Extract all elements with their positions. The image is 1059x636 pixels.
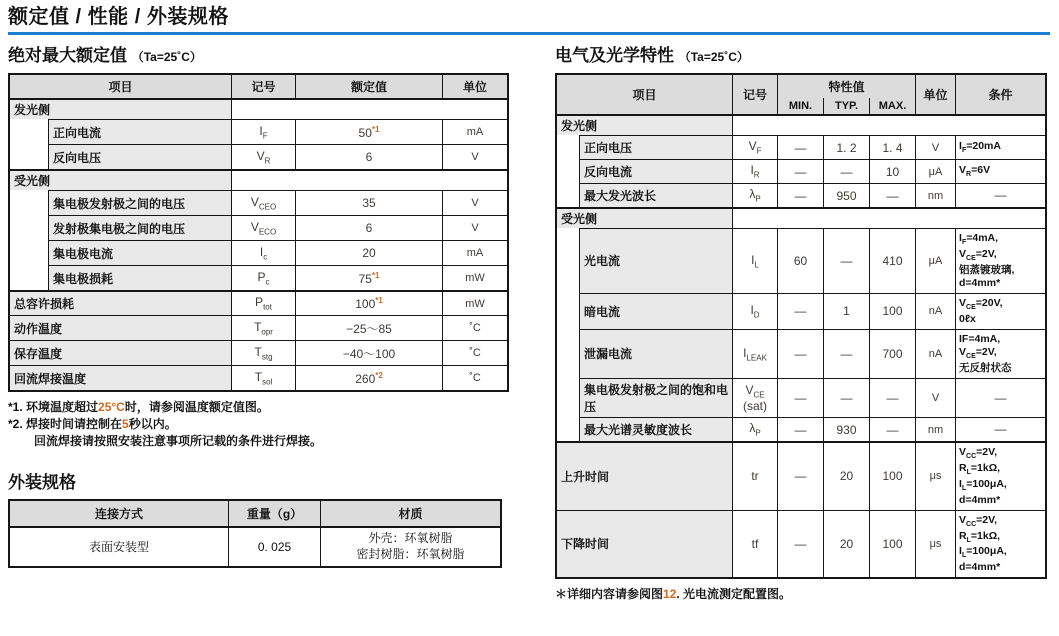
cell-symbol: $\lambda_P$ [732, 183, 777, 207]
table-row [10, 240, 507, 265]
table-row [10, 265, 507, 290]
table-row [10, 98, 507, 119]
cell-value: 20 [823, 510, 869, 578]
table-row [10, 119, 507, 144]
cell-mounting: 表面安装型 [10, 526, 228, 565]
cell-indent [10, 190, 48, 215]
col-header-mounting: 连接方式 [10, 501, 228, 526]
cell-value: 700 [869, 329, 915, 378]
cell-unit: V [915, 378, 955, 417]
cell-value: 1 [823, 293, 869, 329]
cell-label: 暗电流 [579, 293, 732, 329]
elec-table-body [557, 114, 1045, 577]
cell-condition [955, 228, 1045, 293]
table-row [10, 365, 507, 390]
cell-label: 集电极发射极之间的饱和电压 [579, 378, 732, 417]
cell-label: 最大发光波长 [579, 183, 732, 207]
table-row [10, 290, 507, 315]
cell-label: 泄漏电流 [579, 329, 732, 378]
cell-label: 光电流 [579, 228, 732, 293]
table-row [557, 510, 1045, 578]
condition-line: d=4mm* [959, 276, 1001, 289]
left-column [8, 46, 505, 602]
cell-indent [557, 183, 579, 207]
col-header-material: 材质 [320, 501, 500, 526]
cell-label: 下降时间 [557, 510, 732, 578]
cell-rating: 75$^{*1}$ [295, 265, 442, 290]
cell-rating: 260$^{*2}$ [295, 365, 442, 390]
condition-line: $R_L=1k\Omega$, [959, 529, 1001, 544]
table-header-row [10, 75, 507, 98]
cell-label: 最大光谱灵敏度波长 [579, 417, 732, 441]
cell-rating: 6 [295, 215, 442, 240]
cell-value: 60 [777, 228, 823, 293]
table-row [557, 417, 1045, 441]
cell-indent [557, 135, 579, 159]
cell-value: — [777, 293, 823, 329]
cell-value: 100 [869, 441, 915, 510]
cell-indent [10, 144, 48, 169]
cell-unit: V [442, 190, 507, 215]
condition-line: IF=4mA, [959, 332, 1001, 345]
condition-line: 无反射状态 [959, 361, 1012, 374]
cell-indent [557, 293, 579, 329]
col-header-max: MAX. [869, 98, 915, 114]
condition-line: d=4mm* [959, 493, 1001, 506]
cell-label: 发射极集电极之间的电压 [48, 215, 231, 240]
cell-symbol: $I_c$ [231, 240, 295, 265]
cell-rating: 50$^{*1}$ [295, 119, 442, 144]
cell-symbol: $P_{tot}$ [231, 290, 295, 315]
cell-value: — [777, 510, 823, 578]
condition-line: $V_{CC}=2V$, [959, 513, 998, 528]
cell-value: — [823, 329, 869, 378]
col-header-weight: 重量（g） [228, 501, 320, 526]
cell-label: 回流焊接温度 [10, 365, 231, 390]
table-row [10, 144, 507, 169]
title-accent-rule [8, 32, 1050, 35]
cell-value: — [823, 228, 869, 293]
cell-label: 保存温度 [10, 340, 231, 365]
col-header-char-value: 特性值 [777, 75, 915, 98]
table-row [557, 329, 1045, 378]
cell-unit: nm [915, 417, 955, 441]
footnote-line: 回流焊接请按照安装注意事项所记载的条件进行焊接。 [34, 433, 323, 448]
abs-max-heading-text: 绝对最大额定值 [8, 46, 127, 65]
cell-symbol: $T_{stg}$ [231, 340, 295, 365]
col-header-unit: 单位 [442, 75, 507, 98]
cell-unit: ˚C [442, 315, 507, 340]
cell-value: — [777, 329, 823, 378]
footnote-line: *1. 环境温度超过25°C时，请参阅温度额定值图。 [8, 400, 269, 414]
cell-symbol: $V_F$ [732, 135, 777, 159]
cell-group-blank [732, 114, 1045, 135]
cell-unit: nA [915, 329, 955, 378]
cell-symbol: $P_c$ [231, 265, 295, 290]
cell-condition [955, 159, 1045, 183]
condition-line: $R_L=1k\Omega$, [959, 461, 1001, 476]
cell-value: 410 [869, 228, 915, 293]
absolute-maximum-ratings-table [8, 73, 509, 392]
condition-line: $V_{CC}=2V$, [959, 446, 998, 461]
cell-symbol: $I_D$ [732, 293, 777, 329]
cell-value: — [869, 378, 915, 417]
table-row [10, 340, 507, 365]
cell-symbol: $V_{CEO}$ [231, 190, 295, 215]
table-row [557, 293, 1045, 329]
table-row [557, 378, 1045, 417]
cell-symbol: $T_{opr}$ [231, 315, 295, 340]
cell-symbol: tr [732, 441, 777, 510]
table-header-row [557, 75, 1045, 98]
elec-table-header [557, 75, 1045, 114]
cell-condition: — [955, 378, 1045, 417]
cell-unit: nA [915, 293, 955, 329]
electro-optical-characteristics-table [555, 73, 1047, 579]
col-header-symbol: 记号 [231, 75, 295, 98]
cell-indent [10, 240, 48, 265]
cell-label: 集电极发射极之间的电压 [48, 190, 231, 215]
cell-label: 正向电压 [579, 135, 732, 159]
cell-unit: V [915, 135, 955, 159]
cell-group-blank [231, 98, 507, 119]
col-header-condition: 条件 [955, 75, 1045, 114]
cell-indent [557, 329, 579, 378]
cell-unit: nm [915, 183, 955, 207]
cell-indent [10, 265, 48, 290]
cell-symbol: $I_F$ [231, 119, 295, 144]
two-column-layout [8, 46, 1050, 602]
spec-table-header [10, 501, 500, 526]
cell-condition [955, 135, 1045, 159]
abs-table-header [10, 75, 507, 98]
condition-line: 铝蒸镀玻璃, [959, 263, 1015, 276]
condition-line: $V_{CE}=2V$, [959, 247, 997, 262]
cell-value: 930 [823, 417, 869, 441]
table-row [557, 183, 1045, 207]
cell-rating: 6 [295, 144, 442, 169]
cell-condition: — [955, 417, 1045, 441]
cell-value: 1. 4 [869, 135, 915, 159]
abs-max-heading-condition: （Ta=25˚C） [131, 50, 202, 64]
abs-table-body [10, 98, 507, 390]
abs-max-footnotes [8, 399, 505, 449]
table-row [557, 159, 1045, 183]
spec-heading: 外装规格 [8, 473, 76, 493]
cell-rating: 20 [295, 240, 442, 265]
cell-label: 集电极损耗 [48, 265, 231, 290]
cell-value: — [777, 378, 823, 417]
cell-group-blank [231, 169, 507, 190]
elec-heading-text: 电气及光学特性 [555, 46, 674, 65]
cell-rating: 35 [295, 190, 442, 215]
cell-indent [10, 215, 48, 240]
cell-unit: ˚C [442, 365, 507, 390]
cell-symbol: $I_R$ [732, 159, 777, 183]
cell-symbol: tf [732, 510, 777, 578]
table-row [10, 526, 500, 565]
cell-unit: μA [915, 159, 955, 183]
cell-label: 反向电流 [579, 159, 732, 183]
col-header-min: MIN. [777, 98, 823, 114]
cell-unit: μs [915, 510, 955, 578]
cell-symbol: $T_{sol}$ [231, 365, 295, 390]
table-row [10, 190, 507, 215]
cell-condition [955, 293, 1045, 329]
cell-group-blank [732, 207, 1045, 228]
table-row [557, 441, 1045, 510]
table-row [557, 207, 1045, 228]
condition-line: $I_F=4mA$, [959, 232, 999, 247]
cell-value: — [869, 183, 915, 207]
cell-symbol: $I_L$ [732, 228, 777, 293]
cell-value: 950 [823, 183, 869, 207]
page-title: 额定值 / 性能 / 外装规格 [8, 6, 229, 28]
cell-value: 10 [869, 159, 915, 183]
cell-value: 20 [823, 441, 869, 510]
condition-line: $I_L=100\mu A$, [959, 477, 1007, 492]
cell-unit: V [442, 144, 507, 169]
cell-rating: −40～100 [295, 340, 442, 365]
cell-value: — [869, 417, 915, 441]
table-row [557, 135, 1045, 159]
cell-label: 动作温度 [10, 315, 231, 340]
elec-heading [555, 46, 1043, 67]
cell-value: — [777, 135, 823, 159]
col-header-typ: TYP. [823, 98, 869, 114]
cell-unit: ˚C [442, 340, 507, 365]
cell-value: — [777, 159, 823, 183]
cell-symbol: $V_{ECO}$ [231, 215, 295, 240]
cell-value: 100 [869, 293, 915, 329]
cell-value: — [777, 441, 823, 510]
cell-indent [557, 159, 579, 183]
cell-unit: mA [442, 119, 507, 144]
cell-label: 正向电流 [48, 119, 231, 144]
condition-line: $I_L=100\mu A$, [959, 545, 1007, 560]
cell-value: — [777, 183, 823, 207]
cell-unit: V [442, 215, 507, 240]
condition-line: $V_{CE}=2V$, [959, 346, 997, 361]
elec-footnote: ＊详细内容请参阅图12. 光电流测定配置图。 [555, 587, 792, 602]
cell-rating: −25～85 [295, 315, 442, 340]
cell-indent [10, 119, 48, 144]
cell-unit: mW [442, 265, 507, 290]
col-header-rating: 额定值 [295, 75, 442, 98]
cell-label: 总容许损耗 [10, 290, 231, 315]
cell-condition [955, 510, 1045, 578]
cell-indent [557, 228, 579, 293]
cell-indent [557, 417, 579, 441]
table-header-row [10, 501, 500, 526]
col-header-symbol: 记号 [732, 75, 777, 114]
cell-value: 1. 2 [823, 135, 869, 159]
condition-line: $V_{CE}=20V$, [959, 296, 1003, 312]
footnote-line: *2. 焊接时间请控制在5秒以内。 [8, 416, 177, 431]
abs-max-heading [8, 46, 505, 67]
elec-heading-condition: （Ta=25˚C） [678, 50, 749, 64]
condition-line: $I_F=20mA$ [959, 139, 1001, 154]
cell-value: 100 [869, 510, 915, 578]
condition-line: $V_R=6V$ [959, 163, 991, 178]
cell-unit: μs [915, 441, 955, 510]
col-header-unit: 单位 [915, 75, 955, 114]
table-row [10, 315, 507, 340]
col-header-item: 项目 [557, 75, 732, 114]
cell-indent [557, 378, 579, 417]
cell-value: — [823, 159, 869, 183]
cell-symbol: $V_R$ [231, 144, 295, 169]
cell-label: 反向电压 [48, 144, 231, 169]
cell-symbol: $I_{LEAK}$ [732, 329, 777, 378]
cell-unit: μA [915, 228, 955, 293]
condition-line: 0ℓx [959, 312, 976, 325]
spec-table-body [10, 526, 500, 565]
cell-rating: 100$^{*1}$ [295, 290, 442, 315]
cell-group-label: 受光侧 [557, 207, 732, 228]
cell-material: 外壳：环氧树脂 密封树脂：环氧树脂 [320, 526, 500, 565]
col-header-item: 项目 [10, 75, 231, 98]
cell-symbol: $\lambda_P$ [732, 417, 777, 441]
cell-group-label: 受光侧 [10, 169, 231, 190]
cell-label: 上升时间 [557, 441, 732, 510]
table-row [10, 169, 507, 190]
cell-weight: 0. 025 [228, 526, 320, 565]
cell-value: — [823, 378, 869, 417]
cell-symbol: $V_{CE}$ (sat) [732, 378, 777, 417]
cell-group-label: 发光侧 [10, 98, 231, 119]
table-row [10, 215, 507, 240]
cell-condition [955, 441, 1045, 510]
package-spec-table [8, 499, 502, 567]
cell-label: 集电极电流 [48, 240, 231, 265]
condition-line: d=4mm* [959, 561, 1001, 574]
cell-unit: mW [442, 290, 507, 315]
right-column [555, 46, 1043, 602]
cell-condition: — [955, 183, 1045, 207]
cell-condition [955, 329, 1045, 378]
cell-group-label: 发光侧 [557, 114, 732, 135]
cell-unit: mA [442, 240, 507, 265]
table-row [557, 114, 1045, 135]
table-row [557, 228, 1045, 293]
cell-value: — [777, 417, 823, 441]
